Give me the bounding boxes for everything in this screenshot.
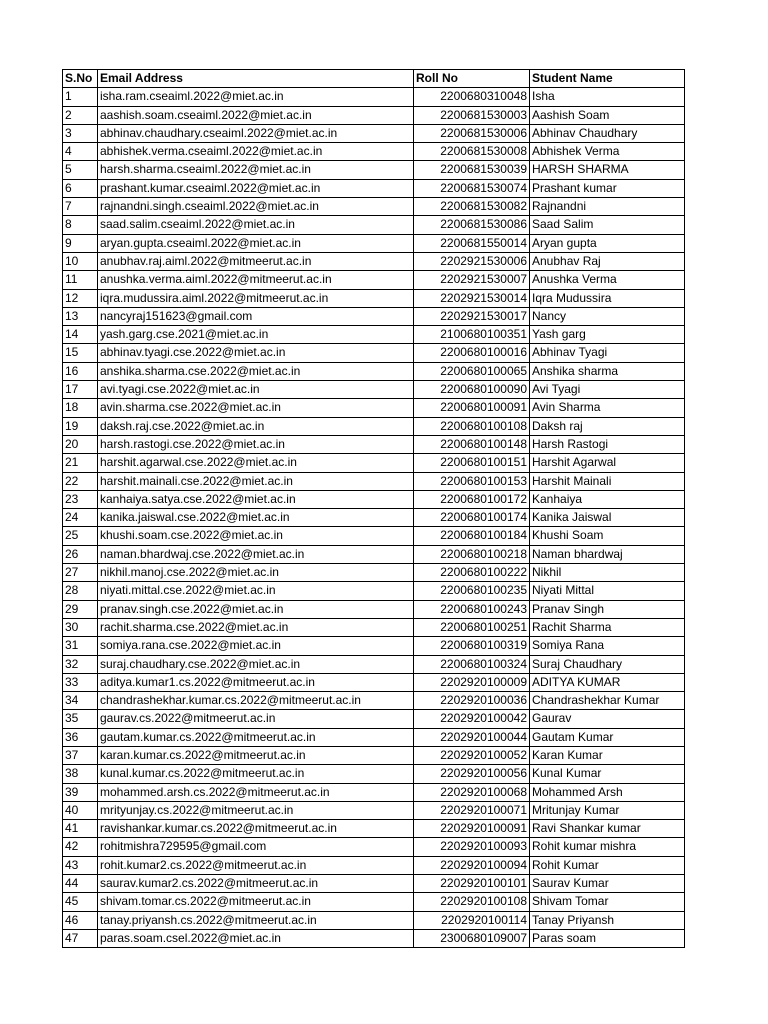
sno-cell: 45 xyxy=(63,893,98,911)
email-cell: yash.garg.cse.2021@miet.ac.in xyxy=(98,326,414,344)
sno-cell: 18 xyxy=(63,399,98,417)
sno-cell: 33 xyxy=(63,673,98,691)
roll-no-cell: 2300680109007 xyxy=(414,929,530,947)
roll-no-cell: 2202920100093 xyxy=(414,838,530,856)
table-row xyxy=(63,710,685,728)
roll-no-cell: 2202920100042 xyxy=(414,710,530,728)
table-row xyxy=(63,673,685,691)
table-row xyxy=(63,344,685,362)
email-cell: nancyraj151623@gmail.com xyxy=(98,307,414,325)
student-name-cell: HARSH SHARMA xyxy=(530,161,685,179)
email-cell: kunal.kumar.cs.2022@mitmeerut.ac.in xyxy=(98,765,414,783)
sno-cell: 15 xyxy=(63,344,98,362)
sno-cell: 37 xyxy=(63,746,98,764)
roll-no-cell: 2200680100218 xyxy=(414,545,530,563)
table-row xyxy=(63,637,685,655)
sno-cell: 13 xyxy=(63,307,98,325)
table-row xyxy=(63,618,685,636)
sno-cell: 14 xyxy=(63,326,98,344)
roll-no-cell: 2200680100319 xyxy=(414,637,530,655)
email-cell: kanhaiya.satya.cse.2022@miet.ac.in xyxy=(98,490,414,508)
email-cell: pranav.singh.cse.2022@miet.ac.in xyxy=(98,600,414,618)
student-name-cell: Karan Kumar xyxy=(530,746,685,764)
sno-cell: 21 xyxy=(63,454,98,472)
table-row xyxy=(63,875,685,893)
table-row xyxy=(63,307,685,325)
student-name-cell: Chandrashekhar Kumar xyxy=(530,692,685,710)
table-row xyxy=(63,234,685,252)
roll-no-cell: 2200680100174 xyxy=(414,509,530,527)
name-header: Student Name xyxy=(530,70,685,88)
roll-no-cell: 2202921530006 xyxy=(414,252,530,270)
table-row xyxy=(63,527,685,545)
table-row xyxy=(63,106,685,124)
email-cell: avi.tyagi.cse.2022@miet.ac.in xyxy=(98,381,414,399)
email-cell: paras.soam.csel.2022@miet.ac.in xyxy=(98,929,414,947)
email-cell: rohit.kumar2.cs.2022@mitmeerut.ac.in xyxy=(98,856,414,874)
roll-no-cell: 2202920100044 xyxy=(414,728,530,746)
student-name-cell: Saad Salim xyxy=(530,216,685,234)
sno-cell: 24 xyxy=(63,509,98,527)
sno-cell: 25 xyxy=(63,527,98,545)
sno-cell: 32 xyxy=(63,655,98,673)
sno-cell: 40 xyxy=(63,801,98,819)
student-name-cell: Nikhil xyxy=(530,564,685,582)
email-cell: harshit.mainali.cse.2022@miet.ac.in xyxy=(98,472,414,490)
email-cell: gautam.kumar.cs.2022@mitmeerut.ac.in xyxy=(98,728,414,746)
email-cell: prashant.kumar.cseaiml.2022@miet.ac.in xyxy=(98,179,414,197)
student-name-cell: Anshika sharma xyxy=(530,362,685,380)
sno-cell: 27 xyxy=(63,564,98,582)
student-name-cell: Iqra Mudussira xyxy=(530,289,685,307)
student-name-cell: Rajnandni xyxy=(530,198,685,216)
table-row xyxy=(63,326,685,344)
sno-cell: 9 xyxy=(63,234,98,252)
student-name-cell: Abhinav Tyagi xyxy=(530,344,685,362)
roll-no-cell: 2200681530008 xyxy=(414,143,530,161)
student-sheet xyxy=(62,69,685,948)
roll-no-cell: 2200680100172 xyxy=(414,490,530,508)
student-name-cell: Suraj Chaudhary xyxy=(530,655,685,673)
sno-cell: 20 xyxy=(63,435,98,453)
student-name-cell: Shivam Tomar xyxy=(530,893,685,911)
email-cell: shivam.tomar.cs.2022@mitmeerut.ac.in xyxy=(98,893,414,911)
student-name-cell: Kunal Kumar xyxy=(530,765,685,783)
roll-no-cell: 2202920100009 xyxy=(414,673,530,691)
roll-no-cell: 2202921530014 xyxy=(414,289,530,307)
sno-cell: 1 xyxy=(63,88,98,106)
table-row xyxy=(63,655,685,673)
roll-no-cell: 2202920100052 xyxy=(414,746,530,764)
roll-no-cell: 2200680100235 xyxy=(414,582,530,600)
sno-cell: 28 xyxy=(63,582,98,600)
student-name-cell: Harshit Mainali xyxy=(530,472,685,490)
sno-cell: 16 xyxy=(63,362,98,380)
sno-cell: 11 xyxy=(63,271,98,289)
table-row xyxy=(63,454,685,472)
sno-cell: 39 xyxy=(63,783,98,801)
table-row xyxy=(63,582,685,600)
student-name-cell: Pranav Singh xyxy=(530,600,685,618)
sno-cell: 4 xyxy=(63,143,98,161)
email-cell: avin.sharma.cse.2022@miet.ac.in xyxy=(98,399,414,417)
roll-header: Roll No xyxy=(414,70,530,88)
email-cell: nikhil.manoj.cse.2022@miet.ac.in xyxy=(98,564,414,582)
sno-cell: 7 xyxy=(63,198,98,216)
roll-no-cell: 2200680100091 xyxy=(414,399,530,417)
table-row xyxy=(63,435,685,453)
email-cell: harsh.rastogi.cse.2022@miet.ac.in xyxy=(98,435,414,453)
student-name-cell: Prashant kumar xyxy=(530,179,685,197)
student-name-cell: Harshit Agarwal xyxy=(530,454,685,472)
student-table xyxy=(62,69,685,948)
table-row xyxy=(63,509,685,527)
sno-cell: 12 xyxy=(63,289,98,307)
table-row xyxy=(63,124,685,142)
roll-no-cell: 2200680100065 xyxy=(414,362,530,380)
table-row xyxy=(63,381,685,399)
sno-cell: 36 xyxy=(63,728,98,746)
table-row xyxy=(63,161,685,179)
email-cell: ravishankar.kumar.cs.2022@mitmeerut.ac.in xyxy=(98,820,414,838)
sno-cell: 47 xyxy=(63,929,98,947)
roll-no-cell: 2200680100151 xyxy=(414,454,530,472)
email-cell: abhinav.chaudhary.cseaiml.2022@miet.ac.in xyxy=(98,124,414,142)
sno-cell: 3 xyxy=(63,124,98,142)
sno-cell: 8 xyxy=(63,216,98,234)
sno-cell: 17 xyxy=(63,381,98,399)
email-cell: mohammed.arsh.cs.2022@mitmeerut.ac.in xyxy=(98,783,414,801)
table-row xyxy=(63,564,685,582)
roll-no-cell: 2200680100148 xyxy=(414,435,530,453)
student-name-cell: Rohit kumar mishra xyxy=(530,838,685,856)
email-cell: saad.salim.cseaiml.2022@miet.ac.in xyxy=(98,216,414,234)
sno-cell: 35 xyxy=(63,710,98,728)
student-name-cell: Rohit Kumar xyxy=(530,856,685,874)
email-cell: daksh.raj.cse.2022@miet.ac.in xyxy=(98,417,414,435)
sno-cell: 46 xyxy=(63,911,98,929)
table-row xyxy=(63,271,685,289)
student-name-cell: Saurav Kumar xyxy=(530,875,685,893)
table-row xyxy=(63,472,685,490)
roll-no-cell: 2202920100071 xyxy=(414,801,530,819)
roll-no-cell: 2200680100153 xyxy=(414,472,530,490)
sno-cell: 44 xyxy=(63,875,98,893)
email-cell: gaurav.cs.2022@mitmeerut.ac.in xyxy=(98,710,414,728)
table-row xyxy=(63,545,685,563)
student-name-cell: Anubhav Raj xyxy=(530,252,685,270)
email-cell: karan.kumar.cs.2022@mitmeerut.ac.in xyxy=(98,746,414,764)
student-name-cell: Mohammed Arsh xyxy=(530,783,685,801)
roll-no-cell: 2202920100114 xyxy=(414,911,530,929)
roll-no-cell: 2202920100068 xyxy=(414,783,530,801)
roll-no-cell: 2200680100090 xyxy=(414,381,530,399)
student-name-cell: Isha xyxy=(530,88,685,106)
sno-cell: 6 xyxy=(63,179,98,197)
sno-cell: 2 xyxy=(63,106,98,124)
sno-cell: 10 xyxy=(63,252,98,270)
table-row xyxy=(63,856,685,874)
table-row xyxy=(63,399,685,417)
email-cell: abhinav.tyagi.cse.2022@miet.ac.in xyxy=(98,344,414,362)
roll-no-cell: 2200680100243 xyxy=(414,600,530,618)
student-name-cell: Avin Sharma xyxy=(530,399,685,417)
roll-no-cell: 2200681550014 xyxy=(414,234,530,252)
table-row xyxy=(63,198,685,216)
email-header: Email Address xyxy=(98,70,414,88)
student-name-cell: Gautam Kumar xyxy=(530,728,685,746)
student-name-cell: Anushka Verma xyxy=(530,271,685,289)
student-name-cell: Aashish Soam xyxy=(530,106,685,124)
email-cell: somiya.rana.cse.2022@miet.ac.in xyxy=(98,637,414,655)
roll-no-cell: 2200681530039 xyxy=(414,161,530,179)
roll-no-cell: 2202921530007 xyxy=(414,271,530,289)
email-cell: aditya.kumar1.cs.2022@mitmeerut.ac.in xyxy=(98,673,414,691)
table-row xyxy=(63,692,685,710)
email-cell: aashish.soam.cseaiml.2022@miet.ac.in xyxy=(98,106,414,124)
sno-cell: 23 xyxy=(63,490,98,508)
table-row xyxy=(63,179,685,197)
sno-cell: 30 xyxy=(63,618,98,636)
roll-no-cell: 2200680100222 xyxy=(414,564,530,582)
roll-no-cell: 2100680100351 xyxy=(414,326,530,344)
student-name-cell: Kanhaiya xyxy=(530,490,685,508)
sno-cell: 38 xyxy=(63,765,98,783)
sno-cell: 41 xyxy=(63,820,98,838)
table-row xyxy=(63,216,685,234)
email-cell: anubhav.raj.aiml.2022@mitmeerut.ac.in xyxy=(98,252,414,270)
roll-no-cell: 2200681530086 xyxy=(414,216,530,234)
table-row xyxy=(63,746,685,764)
sno-cell: 5 xyxy=(63,161,98,179)
email-cell: anshika.sharma.cse.2022@miet.ac.in xyxy=(98,362,414,380)
table-row xyxy=(63,765,685,783)
student-name-cell: Mritunjay Kumar xyxy=(530,801,685,819)
roll-no-cell: 2202921530017 xyxy=(414,307,530,325)
roll-no-cell: 2200681530003 xyxy=(414,106,530,124)
roll-no-cell: 2202920100056 xyxy=(414,765,530,783)
sno-cell: 34 xyxy=(63,692,98,710)
email-cell: kanika.jaiswal.cse.2022@miet.ac.in xyxy=(98,509,414,527)
table-row xyxy=(63,838,685,856)
sno-cell: 26 xyxy=(63,545,98,563)
sno-cell: 43 xyxy=(63,856,98,874)
email-cell: rohitmishra729595@gmail.com xyxy=(98,838,414,856)
table-body xyxy=(63,88,685,948)
table-row xyxy=(63,362,685,380)
roll-no-cell: 2202920100036 xyxy=(414,692,530,710)
roll-no-cell: 2200680100016 xyxy=(414,344,530,362)
sno-cell: 31 xyxy=(63,637,98,655)
roll-no-cell: 2200681530082 xyxy=(414,198,530,216)
roll-no-cell: 2200681530074 xyxy=(414,179,530,197)
student-name-cell: Khushi Soam xyxy=(530,527,685,545)
student-name-cell: Harsh Rastogi xyxy=(530,435,685,453)
table-row xyxy=(63,600,685,618)
email-cell: harsh.sharma.cseaiml.2022@miet.ac.in xyxy=(98,161,414,179)
sno-cell: 29 xyxy=(63,600,98,618)
roll-no-cell: 2200681530006 xyxy=(414,124,530,142)
student-name-cell: Avi Tyagi xyxy=(530,381,685,399)
table-row xyxy=(63,252,685,270)
email-cell: chandrashekhar.kumar.cs.2022@mitmeerut.ac.in xyxy=(98,692,414,710)
student-name-cell: Ravi Shankar kumar xyxy=(530,820,685,838)
student-name-cell: Paras soam xyxy=(530,929,685,947)
roll-no-cell: 2200680100184 xyxy=(414,527,530,545)
table-row xyxy=(63,88,685,106)
roll-no-cell: 2202920100091 xyxy=(414,820,530,838)
header-row xyxy=(63,70,685,88)
table-row xyxy=(63,490,685,508)
table-row xyxy=(63,783,685,801)
student-name-cell: Naman bhardwaj xyxy=(530,545,685,563)
email-cell: rajnandni.singh.cseaiml.2022@miet.ac.in xyxy=(98,198,414,216)
student-name-cell: Rachit Sharma xyxy=(530,618,685,636)
table-row xyxy=(63,820,685,838)
student-name-cell: ADITYA KUMAR xyxy=(530,673,685,691)
table-row xyxy=(63,893,685,911)
roll-no-cell: 2202920100101 xyxy=(414,875,530,893)
sno-cell: 42 xyxy=(63,838,98,856)
sno-header: S.No xyxy=(63,70,98,88)
email-cell: harshit.agarwal.cse.2022@miet.ac.in xyxy=(98,454,414,472)
email-cell: rachit.sharma.cse.2022@miet.ac.in xyxy=(98,618,414,636)
student-name-cell: Nancy xyxy=(530,307,685,325)
table-row xyxy=(63,911,685,929)
table-row xyxy=(63,289,685,307)
email-cell: mrityunjay.cs.2022@mitmeerut.ac.in xyxy=(98,801,414,819)
student-name-cell: Niyati Mittal xyxy=(530,582,685,600)
email-cell: aryan.gupta.cseaiml.2022@miet.ac.in xyxy=(98,234,414,252)
email-cell: isha.ram.cseaiml.2022@miet.ac.in xyxy=(98,88,414,106)
student-name-cell: Gaurav xyxy=(530,710,685,728)
student-name-cell: Daksh raj xyxy=(530,417,685,435)
email-cell: anushka.verma.aiml.2022@mitmeerut.ac.in xyxy=(98,271,414,289)
sno-cell: 19 xyxy=(63,417,98,435)
student-name-cell: Aryan gupta xyxy=(530,234,685,252)
email-cell: tanay.priyansh.cs.2022@mitmeerut.ac.in xyxy=(98,911,414,929)
roll-no-cell: 2200680100324 xyxy=(414,655,530,673)
student-name-cell: Kanika Jaiswal xyxy=(530,509,685,527)
email-cell: suraj.chaudhary.cse.2022@miet.ac.in xyxy=(98,655,414,673)
email-cell: abhishek.verma.cseaiml.2022@miet.ac.in xyxy=(98,143,414,161)
student-name-cell: Abhinav Chaudhary xyxy=(530,124,685,142)
table-row xyxy=(63,417,685,435)
student-name-cell: Yash garg xyxy=(530,326,685,344)
student-name-cell: Somiya Rana xyxy=(530,637,685,655)
email-cell: saurav.kumar2.cs.2022@mitmeerut.ac.in xyxy=(98,875,414,893)
email-cell: iqra.mudussira.aiml.2022@mitmeerut.ac.in xyxy=(98,289,414,307)
roll-no-cell: 2202920100108 xyxy=(414,893,530,911)
sno-cell: 22 xyxy=(63,472,98,490)
table-row xyxy=(63,143,685,161)
table-row xyxy=(63,929,685,947)
roll-no-cell: 2200680310048 xyxy=(414,88,530,106)
table-row xyxy=(63,801,685,819)
table-row xyxy=(63,728,685,746)
student-name-cell: Tanay Priyansh xyxy=(530,911,685,929)
student-name-cell: Abhishek Verma xyxy=(530,143,685,161)
roll-no-cell: 2202920100094 xyxy=(414,856,530,874)
email-cell: niyati.mittal.cse.2022@miet.ac.in xyxy=(98,582,414,600)
email-cell: khushi.soam.cse.2022@miet.ac.in xyxy=(98,527,414,545)
roll-no-cell: 2200680100108 xyxy=(414,417,530,435)
roll-no-cell: 2200680100251 xyxy=(414,618,530,636)
email-cell: naman.bhardwaj.cse.2022@miet.ac.in xyxy=(98,545,414,563)
